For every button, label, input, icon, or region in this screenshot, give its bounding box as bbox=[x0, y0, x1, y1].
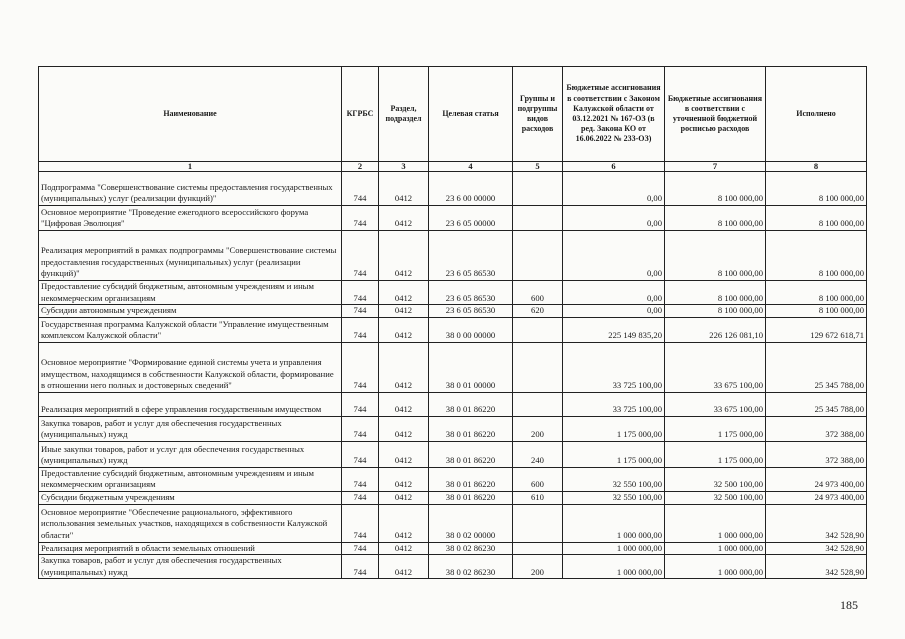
row-executed-amount: 25 345 788,00 bbox=[766, 342, 867, 392]
header-refined-allocations: Бюджетные ассигнования в соответствии с уточненной бюджетной росписью расходов bbox=[665, 67, 766, 162]
row-article: 38 0 00 00000 bbox=[429, 317, 513, 342]
row-executed-amount: 342 528,90 bbox=[766, 555, 867, 579]
row-name: Субсидии автономным учреждениям bbox=[39, 305, 342, 318]
header-law-allocations: Бюджетные ассигнования в соответствии с Законом Калужской области от 03.12.2021 № 167-ОЗ (в ред. Закона КО от 16.06.2022 № 233-ОЗ) bbox=[563, 67, 665, 162]
row-name: Подпрограмма "Совершенствование системы предоставления государственных (муниципальных) услуг (реализации функций)" bbox=[39, 172, 342, 206]
row-group: 600 bbox=[513, 467, 563, 491]
row-executed-amount: 8 100 000,00 bbox=[766, 172, 867, 206]
row-law-amount: 1 175 000,00 bbox=[563, 441, 665, 467]
row-executed-amount: 24 973 400,00 bbox=[766, 491, 867, 504]
table-row bbox=[39, 504, 867, 542]
row-name: Основное мероприятие "Формирование единой системы учета и управления имуществом, находящимся в собственности Калужской области, формирование в отношении него полных и достоверных сведений" bbox=[39, 342, 342, 392]
row-kgrbs: 744 bbox=[342, 172, 379, 206]
row-law-amount: 1 000 000,00 bbox=[563, 542, 665, 555]
row-section: 0412 bbox=[379, 231, 429, 281]
table-row bbox=[39, 491, 867, 504]
row-article: 38 0 02 86230 bbox=[429, 542, 513, 555]
table-row bbox=[39, 305, 867, 318]
row-group bbox=[513, 542, 563, 555]
row-refined-amount: 1 000 000,00 bbox=[665, 555, 766, 579]
column-number: 3 bbox=[379, 162, 429, 172]
row-section: 0412 bbox=[379, 504, 429, 542]
row-refined-amount: 32 500 100,00 bbox=[665, 467, 766, 491]
table-row bbox=[39, 172, 867, 206]
row-group: 600 bbox=[513, 281, 563, 305]
row-article: 38 0 02 86230 bbox=[429, 555, 513, 579]
row-article: 23 6 05 86530 bbox=[429, 305, 513, 318]
row-kgrbs: 744 bbox=[342, 542, 379, 555]
row-kgrbs: 744 bbox=[342, 392, 379, 416]
column-number-row bbox=[39, 162, 867, 172]
row-section: 0412 bbox=[379, 491, 429, 504]
row-refined-amount: 8 100 000,00 bbox=[665, 172, 766, 206]
row-group: 200 bbox=[513, 416, 563, 441]
row-refined-amount: 1 000 000,00 bbox=[665, 542, 766, 555]
row-section: 0412 bbox=[379, 281, 429, 305]
row-article: 38 0 01 86220 bbox=[429, 491, 513, 504]
row-name: Предоставление субсидий бюджетным, автономным учреждениям и иным некоммерческим организациям bbox=[39, 467, 342, 491]
row-section: 0412 bbox=[379, 305, 429, 318]
row-article: 38 0 02 00000 bbox=[429, 504, 513, 542]
table-row bbox=[39, 392, 867, 416]
column-number: 2 bbox=[342, 162, 379, 172]
table-row bbox=[39, 416, 867, 441]
row-group bbox=[513, 392, 563, 416]
row-name: Реализация мероприятий в сфере управления государственным имуществом bbox=[39, 392, 342, 416]
column-number: 6 bbox=[563, 162, 665, 172]
header-section: Раздел, подраздел bbox=[379, 67, 429, 162]
row-kgrbs: 744 bbox=[342, 491, 379, 504]
row-name: Реализация мероприятий в рамках подпрограммы "Совершенствование системы предоставления государственных (муниципальных) услуг (реализации функций)" bbox=[39, 231, 342, 281]
row-section: 0412 bbox=[379, 441, 429, 467]
row-refined-amount: 1 175 000,00 bbox=[665, 441, 766, 467]
row-article: 23 6 05 86530 bbox=[429, 281, 513, 305]
table-row bbox=[39, 281, 867, 305]
row-executed-amount: 372 388,00 bbox=[766, 416, 867, 441]
row-kgrbs: 744 bbox=[342, 231, 379, 281]
row-name: Закупка товаров, работ и услуг для обеспечения государственных (муниципальных) нужд bbox=[39, 555, 342, 579]
row-article: 23 6 05 86530 bbox=[429, 231, 513, 281]
row-kgrbs: 744 bbox=[342, 305, 379, 318]
row-kgrbs: 744 bbox=[342, 317, 379, 342]
header-name: Наименование bbox=[39, 67, 342, 162]
row-refined-amount: 33 675 100,00 bbox=[665, 342, 766, 392]
row-article: 23 6 00 00000 bbox=[429, 172, 513, 206]
row-name: Предоставление субсидий бюджетным, автономным учреждениям и иным некоммерческим организациям bbox=[39, 281, 342, 305]
row-law-amount: 33 725 100,00 bbox=[563, 342, 665, 392]
column-number: 4 bbox=[429, 162, 513, 172]
row-kgrbs: 744 bbox=[342, 555, 379, 579]
row-article: 38 0 01 86220 bbox=[429, 416, 513, 441]
row-executed-amount: 8 100 000,00 bbox=[766, 281, 867, 305]
row-executed-amount: 129 672 618,71 bbox=[766, 317, 867, 342]
row-kgrbs: 744 bbox=[342, 467, 379, 491]
table-row bbox=[39, 467, 867, 491]
table-row bbox=[39, 206, 867, 231]
column-number: 1 bbox=[39, 162, 342, 172]
row-refined-amount: 8 100 000,00 bbox=[665, 305, 766, 318]
row-refined-amount: 226 126 081,10 bbox=[665, 317, 766, 342]
row-section: 0412 bbox=[379, 342, 429, 392]
row-executed-amount: 342 528,90 bbox=[766, 542, 867, 555]
row-executed-amount: 8 100 000,00 bbox=[766, 305, 867, 318]
row-kgrbs: 744 bbox=[342, 342, 379, 392]
row-kgrbs: 744 bbox=[342, 504, 379, 542]
row-group: 620 bbox=[513, 305, 563, 318]
row-group bbox=[513, 172, 563, 206]
row-group bbox=[513, 317, 563, 342]
row-executed-amount: 25 345 788,00 bbox=[766, 392, 867, 416]
row-law-amount: 1 000 000,00 bbox=[563, 504, 665, 542]
row-refined-amount: 8 100 000,00 bbox=[665, 281, 766, 305]
row-executed-amount: 342 528,90 bbox=[766, 504, 867, 542]
header-row bbox=[39, 67, 867, 162]
row-executed-amount: 24 973 400,00 bbox=[766, 467, 867, 491]
page-number: 185 bbox=[840, 598, 858, 612]
row-executed-amount: 8 100 000,00 bbox=[766, 206, 867, 231]
row-refined-amount: 8 100 000,00 bbox=[665, 231, 766, 281]
row-section: 0412 bbox=[379, 392, 429, 416]
row-article: 38 0 01 86220 bbox=[429, 441, 513, 467]
row-law-amount: 225 149 835,20 bbox=[563, 317, 665, 342]
row-group bbox=[513, 231, 563, 281]
row-article: 38 0 01 00000 bbox=[429, 342, 513, 392]
row-group bbox=[513, 504, 563, 542]
row-name: Основное мероприятие "Проведение ежегодного всероссийского форума "Цифровая Эволюция" bbox=[39, 206, 342, 231]
row-section: 0412 bbox=[379, 416, 429, 441]
row-kgrbs: 744 bbox=[342, 206, 379, 231]
row-kgrbs: 744 bbox=[342, 281, 379, 305]
column-number: 7 bbox=[665, 162, 766, 172]
row-section: 0412 bbox=[379, 206, 429, 231]
row-law-amount: 32 550 100,00 bbox=[563, 467, 665, 491]
header-expense-group: Группы и подгруппы видов расходов bbox=[513, 67, 563, 162]
column-number: 5 bbox=[513, 162, 563, 172]
row-group bbox=[513, 342, 563, 392]
row-law-amount: 0,00 bbox=[563, 231, 665, 281]
row-name: Основное мероприятие "Обеспечение рационального, эффективного использования земельных участков, находящихся в собственности Калужской области" bbox=[39, 504, 342, 542]
row-name: Субсидии бюджетным учреждениям bbox=[39, 491, 342, 504]
table-row bbox=[39, 555, 867, 579]
budget-table-sheet bbox=[38, 66, 866, 579]
row-section: 0412 bbox=[379, 555, 429, 579]
row-article: 38 0 01 86220 bbox=[429, 392, 513, 416]
row-refined-amount: 8 100 000,00 bbox=[665, 206, 766, 231]
row-refined-amount: 1 175 000,00 bbox=[665, 416, 766, 441]
table-row bbox=[39, 441, 867, 467]
row-article: 23 6 05 00000 bbox=[429, 206, 513, 231]
row-section: 0412 bbox=[379, 542, 429, 555]
row-group: 240 bbox=[513, 441, 563, 467]
row-name: Иные закупки товаров, работ и услуг для обеспечения государственных (муниципальных) нужд bbox=[39, 441, 342, 467]
row-refined-amount: 32 500 100,00 bbox=[665, 491, 766, 504]
row-law-amount: 33 725 100,00 bbox=[563, 392, 665, 416]
row-group bbox=[513, 206, 563, 231]
table-row bbox=[39, 317, 867, 342]
header-kgrbs: КГРБС bbox=[342, 67, 379, 162]
column-number: 8 bbox=[766, 162, 867, 172]
row-name: Государственная программа Калужской области "Управление имущественным комплексом Калужской области" bbox=[39, 317, 342, 342]
table-row bbox=[39, 231, 867, 281]
row-law-amount: 1 000 000,00 bbox=[563, 555, 665, 579]
row-kgrbs: 744 bbox=[342, 416, 379, 441]
header-executed: Исполнено bbox=[766, 67, 867, 162]
row-name: Реализация мероприятий в области земельных отношений bbox=[39, 542, 342, 555]
row-name: Закупка товаров, работ и услуг для обеспечения государственных (муниципальных) нужд bbox=[39, 416, 342, 441]
row-group: 610 bbox=[513, 491, 563, 504]
budget-table bbox=[38, 66, 867, 579]
row-law-amount: 0,00 bbox=[563, 281, 665, 305]
row-refined-amount: 1 000 000,00 bbox=[665, 504, 766, 542]
row-executed-amount: 372 388,00 bbox=[766, 441, 867, 467]
row-law-amount: 32 550 100,00 bbox=[563, 491, 665, 504]
table-row bbox=[39, 542, 867, 555]
row-section: 0412 bbox=[379, 467, 429, 491]
row-executed-amount: 8 100 000,00 bbox=[766, 231, 867, 281]
header-article: Целевая статья bbox=[429, 67, 513, 162]
row-law-amount: 0,00 bbox=[563, 206, 665, 231]
table-row bbox=[39, 342, 867, 392]
row-law-amount: 1 175 000,00 bbox=[563, 416, 665, 441]
row-refined-amount: 33 675 100,00 bbox=[665, 392, 766, 416]
row-law-amount: 0,00 bbox=[563, 172, 665, 206]
row-article: 38 0 01 86220 bbox=[429, 467, 513, 491]
row-kgrbs: 744 bbox=[342, 441, 379, 467]
row-law-amount: 0,00 bbox=[563, 305, 665, 318]
row-section: 0412 bbox=[379, 172, 429, 206]
row-section: 0412 bbox=[379, 317, 429, 342]
row-group: 200 bbox=[513, 555, 563, 579]
